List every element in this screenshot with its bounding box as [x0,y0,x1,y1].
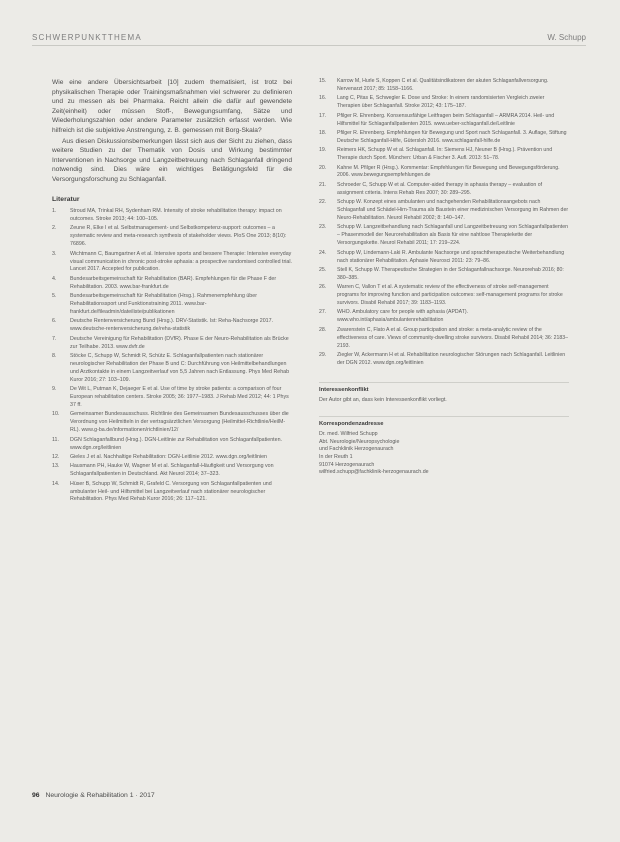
reference-list-right [319,78,569,368]
reference-number: 17. [319,112,327,119]
reference-text: Stroud MA, Trinkal RH, Sydenham RM. Intensity of stroke rehabilitation therapy: impact on outcomes. Stroke 2013; 44: 100–105. [70,208,282,223]
conflict-of-interest [319,382,569,405]
literature-heading: Literatur [52,195,80,203]
reference-item [319,267,569,283]
reference-text: Zwarenstein C, Flato A et al. Group participation and stroke: a meta-analytic review of the effectiveness of care. Views of community-dwelling stroke survivors. Disabil Rehabil 2014; 36: 2183–2193. [337,326,569,349]
reference-number: 6. [52,318,57,325]
reference-item [52,463,292,479]
left-column [52,78,292,506]
reference-item [319,309,569,325]
reference-text: Deutsche Vereinigung für Rehabilitation (DVfR). Phase E der Neuro-Rehabilitation als Brücke zur Teilhabe. 2013. www.dvfr.de [70,335,289,350]
reference-number: 29. [319,352,327,358]
reference-item [319,284,569,308]
reference-number: 25. [319,266,327,273]
address-line: In der Reuth 1 [319,454,353,460]
reference-item [52,437,292,453]
reference-text: Pfilger R. Ehrenberg. Empfehlungen für Bewegung und Sport nach Schlaganfall. 3. Auflage, Stiftung Deutsche Schlaganfall-Hilfe, Gütersloh 2016. www.schlaganfall-hilfe.de [337,129,567,144]
reference-number: 9. [52,386,57,393]
reference-text: Hüser B, Schupp W, Schmidt R, Grafeld C. Versorgung von Schlaganfallpatienten und ambulanter Heil- und Hilfsmittel bei Langzeitverlauf nach stationärer neurologischer Rehabilitation. Phys Med Rehab Kuror 2016; 26: 117–121. [70,480,272,503]
body-paragraph: Aus diesen Diskussionsbemerkungen lässt sich aus der Sicht zu ziehen, dass weitere Studien zu der Thematik von Dosis und Wirkung bestimmter Interventionen in Nachsorge und Langzeitbetreuung nach Schlaganfall dringend notwendig sind. Dies wäre ein wichtiges Betätigungsfeld für die Versorgungsforschung zu Schlaganfall. [52,137,292,183]
reference-number: 16. [319,95,327,102]
reference-text: Hausmann PH, Hauke W, Wagner M et al. Schlaganfall-Häufigkeit und Versorgung von Schlaganfallpatienten in Deutschland. Akt Neurol 2014; 37–323. [70,463,274,478]
reference-item [52,225,292,249]
reference-number: 18. [319,129,327,136]
conflict-text: Der Autor gibt an, dass kein Interessenkonflikt vorliegt. [319,396,447,403]
reference-text: De Wit L, Putman K, Dejaeger E et al. Use of time by stroke patients: a comparison of four European rehabilitation centers. Stroke 2005; 36: 1977–1983. J Rehab Med 2012; 44: 1 Phys 37 ff. [70,386,289,408]
reference-number: 21. [319,181,327,188]
reference-item [319,199,569,223]
reference-number: 14. [52,480,60,487]
reference-text: Bundesarbeitsgemeinschaft für Rehabilitation (Hrsg.). Rahmenempfehlung über Rehabilitationssport und Funktionstraining 2011. www.bar-frankfurt.de/fileadmin/dateiliste/publikationen [70,293,257,315]
address-line: 91074 Herzogenaurach [319,461,375,468]
right-column [319,78,569,477]
reference-text: WHO. Ambulatory care for people with aphasia (APDAT). www.who.int/aphasia/ambulantenrehabilitation [337,309,469,324]
reference-text: Zeune R, Elke I et al. Selbstmanagement- und Selbstkompetenz-support: outcomes – a systematic review and meta-research synthesis of stakeholder views. PloS One 2013; 8(10): 76896. [70,225,287,248]
address-title: Korrespondenzadresse [319,416,569,429]
reference-item [52,336,292,352]
address-line: und Fachklinik Herzogenaurach [319,446,394,453]
reference-item [52,208,292,224]
reference-number: 2. [52,225,57,232]
body-paragraph: Wie eine andere Übersichtsarbeit [10] zudem thematisiert, ist trotz bei physikalischen Therapie oder Trainingsmaßnahmen viel schwerer zu definieren und zu messen als bei Pharmaka. Reicht allein die dafür auf gewendete Zeit(einheit) oder müssen Stoff-, Bewegungsumfang, Sätze und Wiederholungszahlen oder andere Parameter zusätzlich erfasst werden. Wie hilfreich ist die subjektive Anstrengung, z. B. gemessen mit Borg-Skala? [52,79,292,134]
reference-item [52,293,292,317]
reference-item [319,352,569,368]
reference-text: Deutsche Rentenversicherung Bund (Hrsg.). DRV-Statistik. Ist: Reha-Nachsorge 2017. www.deutsche-rentenversicherung.de/reha-statistik [70,318,274,333]
reference-item [52,481,292,505]
reference-text: Schupp W. Langzeitbehandlung nach Schlaganfall und Langzeitbetreuung von Schlaganfallpatienten – Phasenmodell der Neurorehabilitation als Basis für eine nahtlose Therapiekette der Versorgungskette. Neurol Rehabil 2011; 17: 219–224. [337,224,569,247]
reference-item [52,276,292,292]
reference-text: Kahne M. Pfilger R (Hrsg.). Kommentar: Empfehlungen für Bewegung und Bewegungsförderung. 2006. www.bewegungsempfehlungen.de [337,164,560,179]
reference-item [52,386,292,410]
reference-text: Gieles J et al. Nachhaltige Rehabilitation: DGN-Leitlinie 2012. www.dgn.org/leitlinien [70,453,267,460]
page-number: 96 [32,792,40,799]
reference-number: 20. [319,164,327,171]
reference-number: 19. [319,147,327,154]
journal-name: Neurologie & Rehabilitation 1 · 2017 [45,792,155,799]
reference-text: Ziegler W, Ackermann H et al. Rehabilitation neurologischer Störungen nach Schlaganfall. Leitlinien der DGN 2012. www.dgn.org/leitlinien [337,352,566,366]
reference-text: Schupp W. Konzept eines ambulanten und nachgehenden Rehabilitationsangebots nach Schlaganfall und Schädel-Hirn-Trauma als Baustein einer medizinischen Versorgung im Rahmen der Neuro-Rehabilitation. Neurol Rehabil 2002; 8: 140–147. [337,199,569,221]
reference-number: 10. [52,411,60,418]
reference-item [52,318,292,334]
reference-item [52,454,292,462]
reference-number: 11. [52,436,59,443]
reference-number: 26. [319,284,327,291]
address-line: Dr. med. Wilfried Schupp [319,431,378,438]
reference-text: Reimers HK, Schupp W et al. Schlaganfall. In: Siemens HJ, Neuner B (Hrsg.). Prävention und Therapie durch Sport. München: Urban & Fischer 3. Aufl. 2013: 51–78. [337,147,553,162]
section-title: SCHWERPUNKTTHEMA [32,33,142,42]
reference-number: 22. [319,199,327,206]
reference-number: 4. [52,275,57,282]
reference-text: Schroeder C, Schupp W et al. Computer-aided therapy in aphasia therapy – evaluation of assignment criteria. Intens Rehab Res 2007; 30: 289–295. [337,181,543,196]
reference-text: Warren C, Vallon T et al. A systematic review of the effectiveness of stroke self-management programs for improving function and participation outcomes: self-management programs for stroke survivors. Disabil Rehabil 2017; 39: 1183–1193. [337,284,563,307]
reference-item [319,250,569,266]
reference-item [52,251,292,275]
conflict-title: Interessenkonflikt [319,382,569,395]
correspondence-address [319,416,569,476]
reference-number: 7. [52,335,57,342]
reference-number: 12. [52,453,60,460]
address-lines [319,431,569,477]
running-author: W. Schupp [547,33,586,42]
reference-number: 3. [52,250,57,257]
reference-number: 8. [52,353,57,360]
page-header [0,0,620,52]
reference-text: Karrow M, Hurle S, Koppen C et al. Qualitätsindikatoren der akuten Schlaganfallversorgung. Nervenarzt 2017; 85: 1158–1166. [337,78,549,92]
reference-list-left [52,208,292,504]
reference-text: Stöcke C, Schupp W, Schmidt R, Schütz E. Schlaganfallpatienten nach stationärer neurologischer Rehabilitation der Phase B und C: Durchführung von Heilmittelbehandlungen und Arztkontakte in einem Langzeitverlauf von 5,5 Jahren nach Entlassung. Phys Med Rehab Kuror 2016; 27: 103–109. [70,353,290,383]
reference-item [319,165,569,181]
reference-number: 23. [319,224,327,231]
header-rule [32,45,586,46]
reference-number: 15. [319,78,327,84]
reference-number: 1. [52,208,57,215]
reference-item [319,130,569,146]
reference-text: Pfilger R. Ehrenberg. Konsensusfähige Leitfragen beim Schlaganfall – ARMRA 2014. Heil- und Hilfsmittel für Schlaganfallpatienten 2015. www.ueber-schlaganfall.de/Leitlinie [337,112,555,127]
reference-item [319,182,569,198]
reference-item [52,353,292,385]
reference-number: 24. [319,249,327,256]
reference-number: 28. [319,326,327,333]
reference-item [319,78,569,94]
reference-text: Lang C, Pitas E, Schwegler E. Dose und Stroke: In einem randomisierten Vergleich zweier Therapien über Schlaganfall. Stroke 2012; 43: 175–187. [337,95,545,110]
reference-item [319,113,569,129]
address-line: Abt. Neurologie/Neuropsychologie [319,438,400,445]
reference-item [319,327,569,351]
reference-text: Bundesarbeitsgemeinschaft für Rehabilitation (BAR). Empfehlungen für die Phase F der Rehabilitation. 2003. www.bar-frankfurt.de [70,275,277,290]
reference-number: 27. [319,309,327,316]
reference-text: DGN Schlaganfallbund (Hrsg.). DGN-Leitlinie zur Rehabilitation von Schlaganfallpatienten. www.dgn.org/leitlinien [70,436,282,451]
reference-text: Gemeinsamer Bundesausschuss. Richtlinie des Gemeinsamen Bundesausschusses über die Verordnung von Heilmitteln in der vertragsärztlichen Versorgung (Heilmittel-Richtlinie/HeilM-RL). www.g-ba.de/informationen/richtlinien/12/ [70,411,289,434]
reference-text: Wichtmann C, Baumgartner A et al. Intensive sports and bessere Therapie: Intensive everyday visual communication in chronic post-stroke aphasia: a prospective randomised controlled trial. Lancet 2017. Accepted for publication. [70,250,292,273]
page-footer [32,792,155,799]
reference-number: 13. [52,463,60,470]
reference-text: Stell K, Schupp W. Therapeutische Strategien in der Schlaganfallnachsorge. Neurorehab 2016; 80: 380–385. [337,266,564,281]
reference-item [319,224,569,248]
reference-item [319,95,569,111]
reference-item [52,411,292,435]
reference-text: Schupp W, Lindemann-Laki R. Ambulante Nachsorge und sprachtherapeutische Weiterbehandlung nach stationärer Rehabilitation. Aphasie Neurosci 2011: 23: 79–86. [337,249,565,264]
address-line: wilfried.schupp@fachklinik-herzogenaurach.de [319,469,429,476]
reference-item [319,147,569,163]
reference-number: 5. [52,293,57,300]
